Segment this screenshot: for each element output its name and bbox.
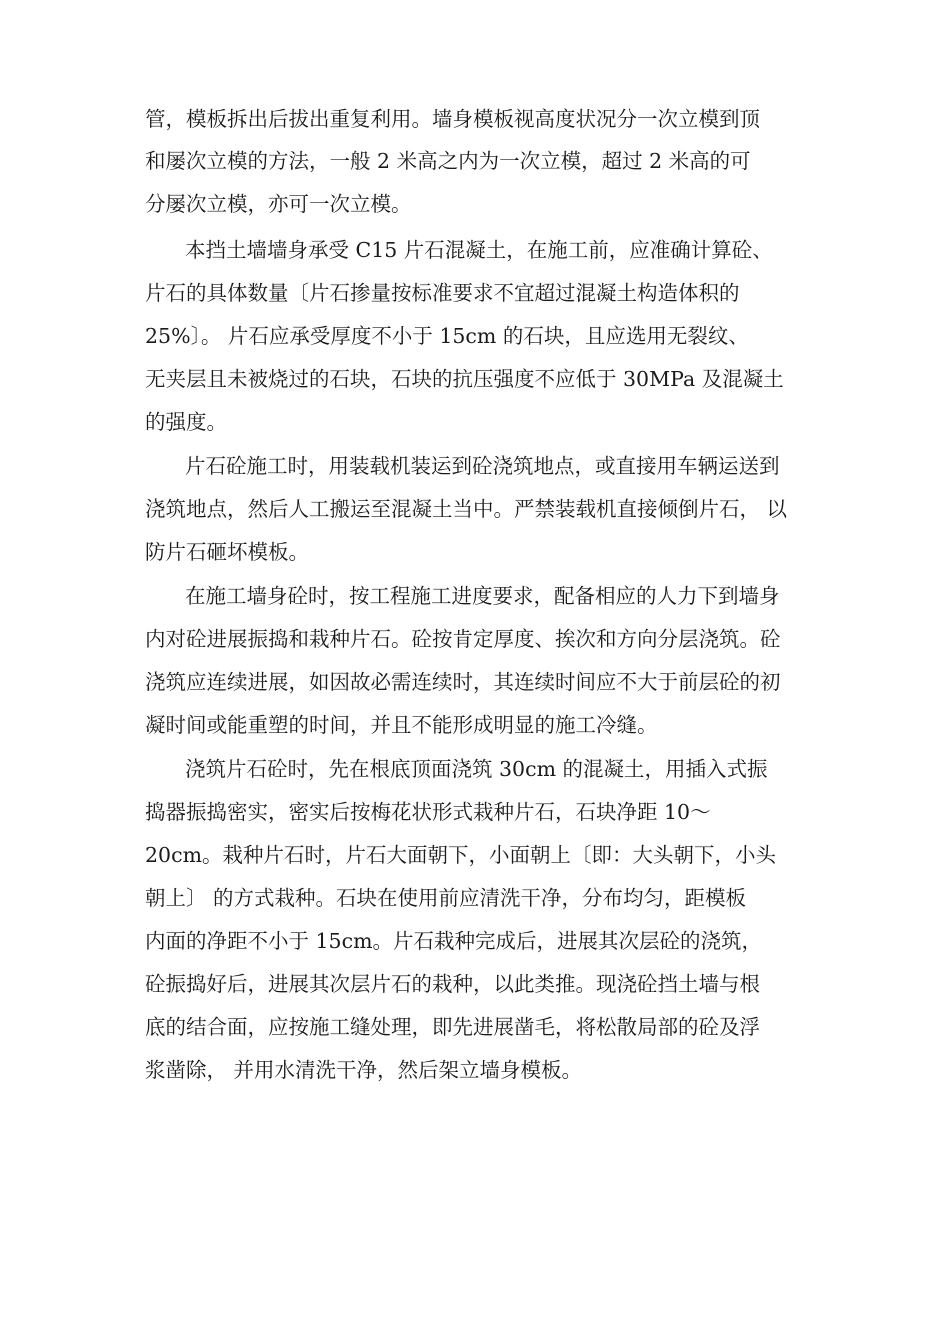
text-line: 分屡次立模，亦可一次立模。 — [145, 192, 412, 216]
text-line: 25%〕。 片石应承受厚度不小于 15cm 的石块，且应选用无裂纹、 — [145, 324, 749, 348]
text-line: 的强度。 — [145, 410, 227, 434]
text-line: 浇筑应连续进展，如因故必需连续时，其连续时间应不大于前层砼的初 — [145, 670, 781, 694]
text-line: 管，模板拆出后拔出重复利用。墙身模板视高度状况分一次立模到顶 — [145, 107, 760, 131]
text-line: 内面的净距不小于 15cm。片石栽种完成后，进展其次层砼的浇筑， — [145, 929, 763, 953]
text-line: 浇筑片石砼时，先在根底顶面浇筑 30cm 的混凝土，用插入式振 — [185, 757, 768, 781]
text-line: 20cm。栽种片石时，片石大面朝下，小面朝上〔即：大头朝下，小头 — [145, 843, 777, 867]
text-line: 在施工墙身砼时，按工程施工进度要求，配备相应的人力下到墙身 — [185, 584, 780, 608]
text-line: 底的结合面，应按施工缝处理，即先进展凿毛，将松散局部的砼及浮 — [145, 1015, 760, 1039]
text-line: 片石的具体数量〔片石掺量按标准要求不宜超过混凝土构造体积的 — [145, 281, 740, 305]
text-line: 本挡土墙墙身承受 C15 片石混凝土，在施工前，应准确计算砼、 — [185, 238, 773, 262]
text-line: 捣器振捣密实，密实后按梅花状形式栽种片石，石块净距 10～ — [145, 800, 711, 824]
text-line: 片石砼施工时，用装载机装运到砼浇筑地点，或直接用车辆运送到 — [185, 454, 780, 478]
text-line: 浆凿除， 并用水清洗干净，然后架立墙身模板。 — [145, 1058, 583, 1082]
text-line: 凝时间或能重塑的时间，并且不能形成明显的施工冷缝。 — [145, 713, 658, 737]
text-line: 内对砼进展振捣和栽种片石。砼按肯定厚度、挨次和方向分层浇筑。砼 — [145, 627, 781, 651]
text-line: 朝上〕 的方式栽种。石块在使用前应清洗干净，分布均匀，距模板 — [145, 886, 747, 910]
text-line: 浇筑地点，然后人工搬运至混凝土当中。严禁装载机直接倾倒片石， 以 — [145, 497, 788, 521]
text-line: 砼振捣好后，进展其次层片石的栽种，以此类推。现浇砼挡土墙与根 — [145, 972, 760, 996]
text-line: 和屡次立模的方法，一般 2 米高之内为一次立模，超过 2 米高的可 — [145, 149, 751, 173]
text-line: 防片石砸坏模板。 — [145, 540, 309, 564]
text-line: 无夹层且未被烧过的石块，石块的抗压强度不应低于 30MPa 及混凝土 — [145, 367, 784, 391]
